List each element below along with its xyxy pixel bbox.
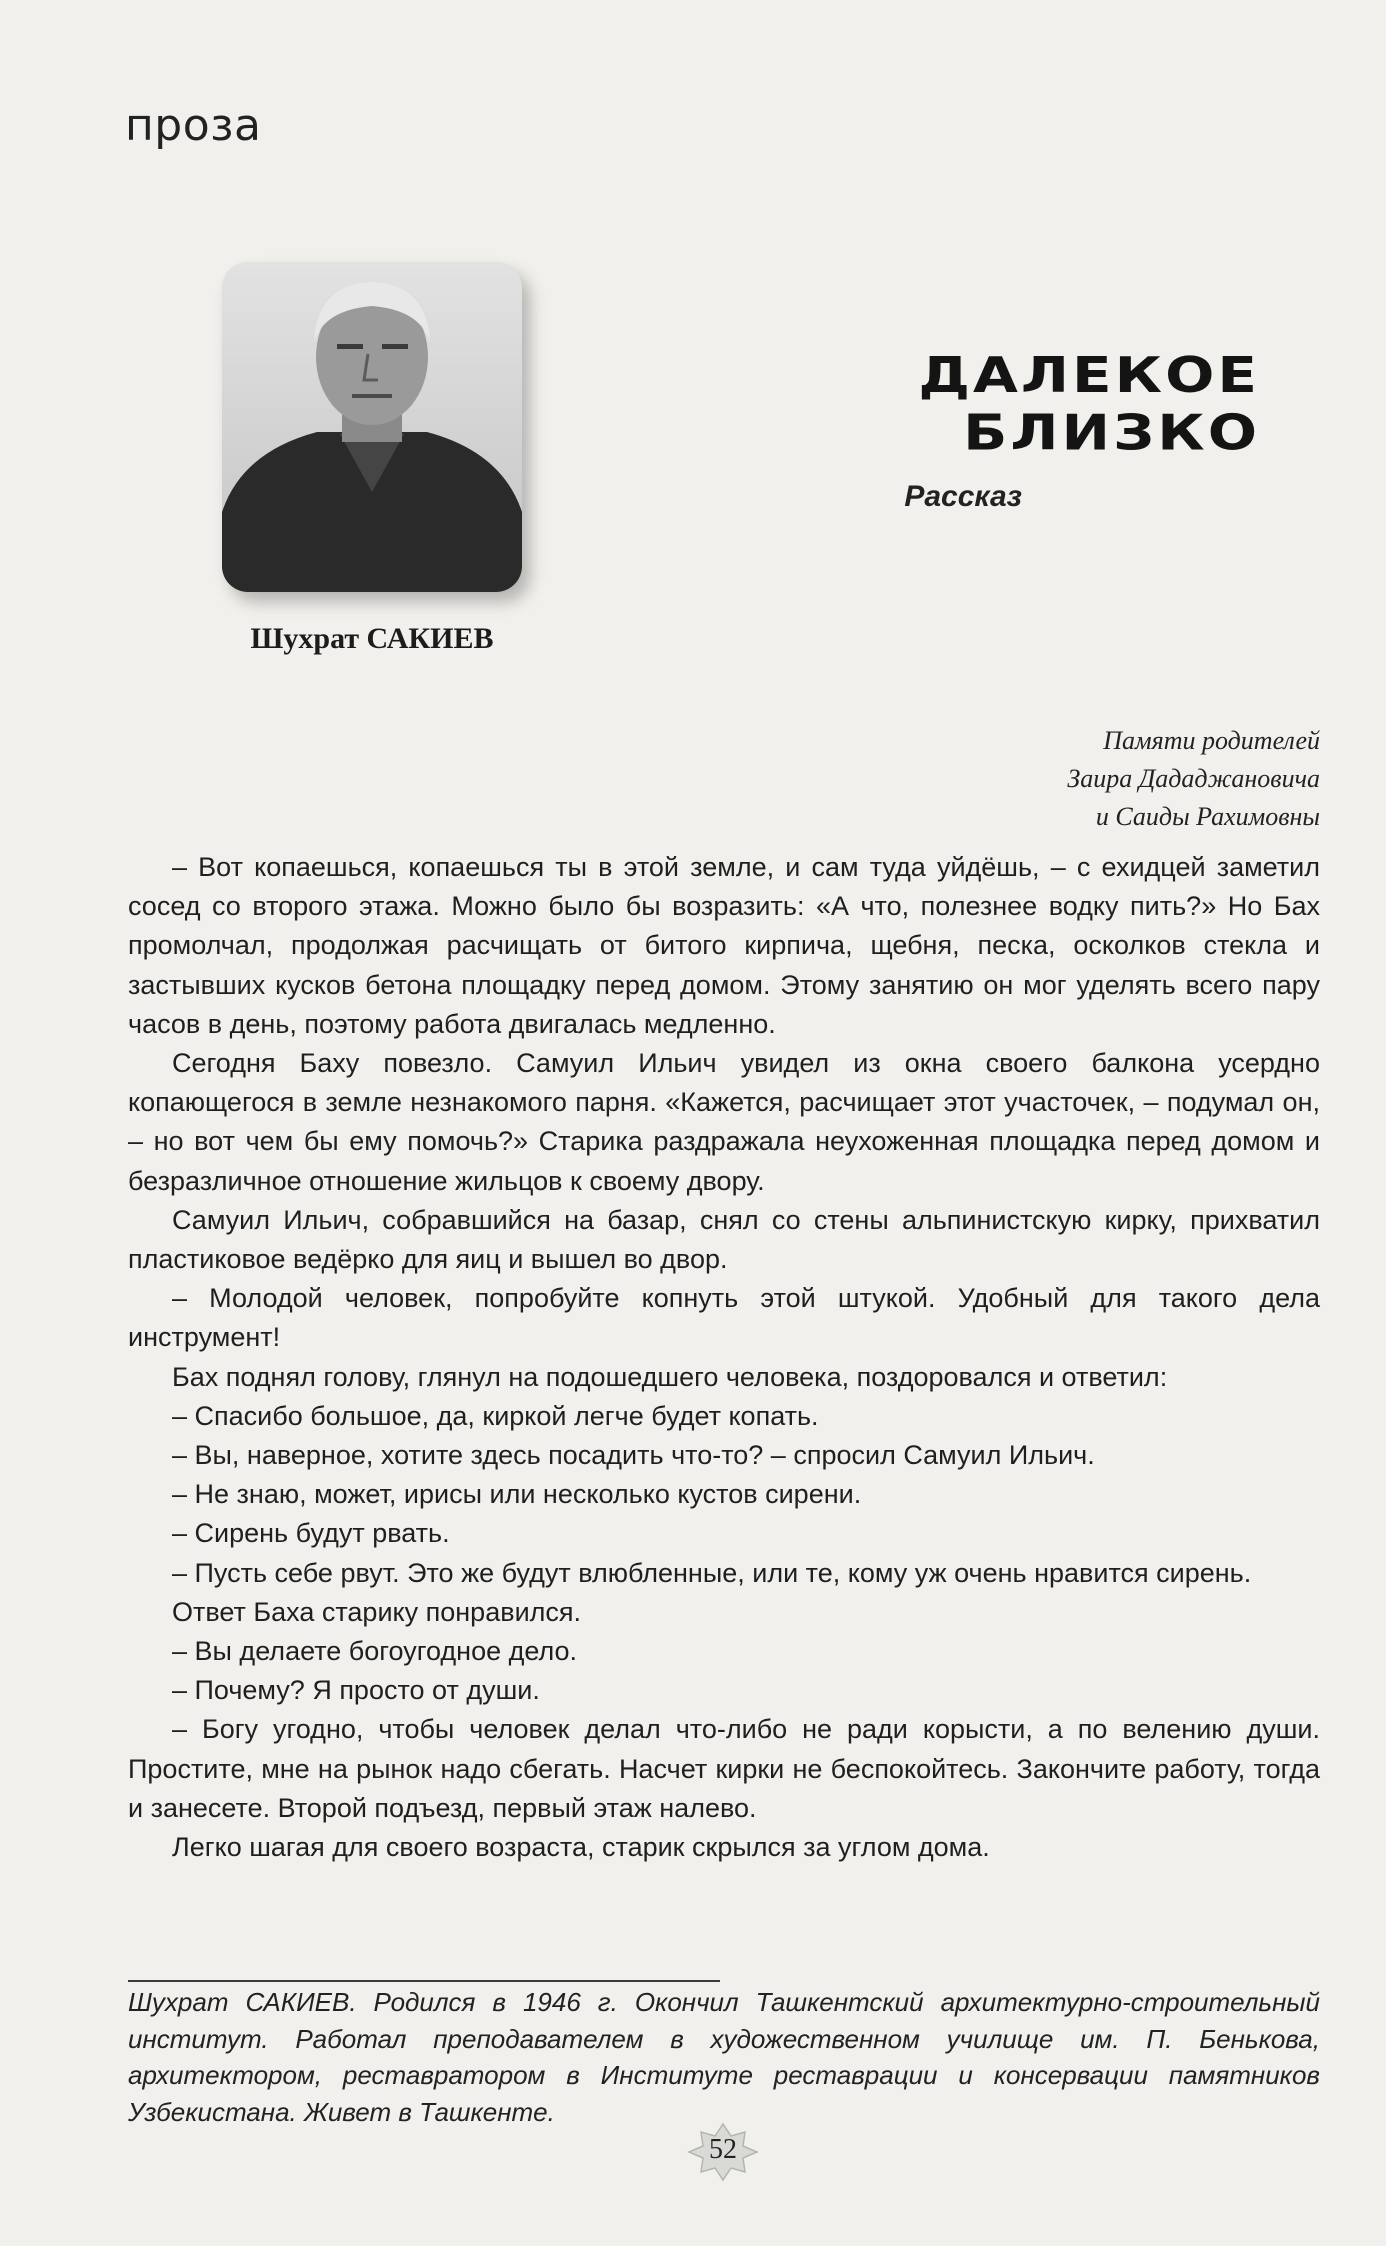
story-genre: Рассказ bbox=[904, 480, 1022, 513]
dedication-line: Памяти родителей bbox=[1103, 726, 1320, 755]
story-paragraph: – Сирень будут рвать. bbox=[172, 1518, 450, 1549]
page-number: 52 bbox=[709, 2134, 737, 2165]
story-paragraph: – Вы, наверное, хотите здесь посадить что-то? – спросил Самуил Ильич. bbox=[172, 1440, 1095, 1471]
story-title: ДАЛЕКОЕ БЛИЗКО bbox=[918, 346, 1260, 462]
story-paragraph: – Пусть себе рвут. Это же будут влюбленные, или те, кому уж очень нравится сирень. bbox=[172, 1557, 1252, 1588]
story-paragraph: Ответ Баха старику понравился. bbox=[172, 1596, 582, 1627]
story-paragraph: Бах поднял голову, глянул на подошедшего человека, поздоровался и ответил: bbox=[172, 1361, 1168, 1392]
story-paragraph: Сегодня Баху повезло. Самуил Ильич увидел из окна своего балкона усердно копающегося в земле незнакомого парня. «Кажется, расчищает этот участочек, – подумал он, – но вот чем бы ему помочь?» Старика раздражала неухоженная площадка перед домом и безразличное отношение жильцов к своему двору. bbox=[128, 1048, 1320, 1196]
author-bio: Шухрат САКИЕВ. Родился в 1946 г. Окончил Ташкентский архитектурно-строительный институт. Работал преподавателем в художественном училище им. П. Бенькова, архитектором, реставратором в Институте реставрации и консервации памятников Узбекистана. Живет в Ташкенте. bbox=[128, 1987, 1320, 2127]
dedication bbox=[1067, 722, 1320, 836]
section-label: проза bbox=[125, 100, 262, 151]
dedication-line: Заира Дададжановича bbox=[1067, 764, 1320, 793]
story-paragraph: – Молодой человек, попробуйте копнуть этой штукой. Удобный для такого дела инструмент! bbox=[128, 1283, 1320, 1353]
story-paragraph: – Вот копаешься, копаешься ты в этой земле, и сам туда уйдёшь, – с ехидцей заметил сосед со второго этажа. Можно было бы возразить: «А что, полезнее водку пить?» Но Бах промолчал, продолжая расчищать от битого кирпича, щебня, песка, осколков стекла и застывших кусков бетона площадку перед домом. Этому занятию он мог уделять всего пару часов в день, поэтому работа двигалась медленно. bbox=[128, 852, 1320, 1039]
dedication-line: и Саиды Рахимовны bbox=[1095, 802, 1320, 831]
story-paragraph: – Вы делаете богоугодное дело. bbox=[172, 1636, 578, 1667]
story-text bbox=[128, 848, 1320, 1867]
story-paragraph: Легко шагая для своего возраста, старик скрылся за углом дома. bbox=[172, 1832, 990, 1863]
page-number-badge bbox=[683, 2122, 763, 2182]
story-paragraph: – Богу угодно, чтобы человек делал что-либо не ради корысти, а по велению души. Простите, мне на рынок надо сбегать. Насчет кирки не беспокойтесь. Закончите работу, тогда и занесете. Второй подъезд, первый этаж налево. bbox=[128, 1714, 1320, 1823]
story-paragraph: – Почему? Я просто от души. bbox=[172, 1675, 540, 1706]
story-paragraph: – Не знаю, может, ирисы или несколько кустов сирени. bbox=[172, 1479, 862, 1510]
story-paragraph: Самуил Ильич, собравшийся на базар, снял со стены альпинистскую кирку, прихватил пластиковое ведёрко для яиц и вышел во двор. bbox=[128, 1204, 1320, 1275]
story-paragraph: – Спасибо большое, да, киркой легче будет копать. bbox=[172, 1400, 819, 1431]
author-name: Шухрат САКИЕВ bbox=[250, 622, 494, 655]
author-photo bbox=[222, 262, 522, 592]
footnote-divider bbox=[128, 1980, 720, 1982]
